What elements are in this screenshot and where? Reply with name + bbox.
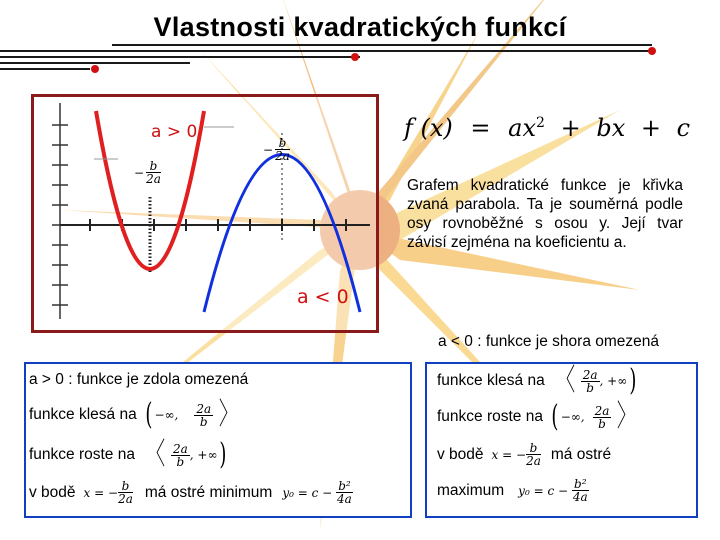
- quadratic-formula: f $(x) = ax^2$ + bx + c: [404, 114, 691, 142]
- vertex-label-right: − $\frac{b}{2a}$: [263, 136, 290, 163]
- x-axis: [60, 219, 370, 231]
- label-a-negative: a < 0: [297, 286, 349, 308]
- left-heading: a > 0 : funkce je zdola omezená: [29, 371, 249, 388]
- right-decreasing-row: funkce klesá na 〈 $\frac{2a}{b}$ , +∞ ): [437, 363, 637, 398]
- vertex-label-left: − $\frac{b}{2a}$: [134, 159, 161, 186]
- right-maximum-row: maximum y₀ = c − $\frac{\text{b²}}{4a}$: [437, 477, 588, 504]
- y-axis-ticks: [52, 103, 68, 319]
- left-minimum-row: v bodě x = − $\frac{b}{2a}$ má ostré minimum y₀ = c − $\frac{\text{b²}}{4a}$: [29, 479, 352, 506]
- left-increasing-row: funkce roste na 〈 $\frac{2a}{b}$ , +∞ ): [29, 437, 227, 472]
- title-underline-decoration: [0, 44, 720, 80]
- right-increasing-row: funkce roste na ( −∞, $\frac{2a}{b}$ 〉: [437, 399, 636, 434]
- right-point-row: v bodě x = − $\frac{b}{2a}$ má ostré: [437, 441, 612, 468]
- label-a-positive: a > 0: [151, 122, 198, 142]
- description-text: Grafem kvadratické funkce je křivka zvaná parabola. Ta je souměrná podle osy rovnoběžné s osou y. Její tvar závisí zejména na koeficientu a.: [407, 177, 683, 251]
- right-heading: a < 0 : funkce je shora omezená: [438, 333, 660, 350]
- page-title: Vlastnosti kvadratických funkcí: [153, 12, 567, 42]
- left-decreasing-row: funkce klesá na ( −∞, $\frac{2a}{b}$ 〉: [29, 397, 238, 432]
